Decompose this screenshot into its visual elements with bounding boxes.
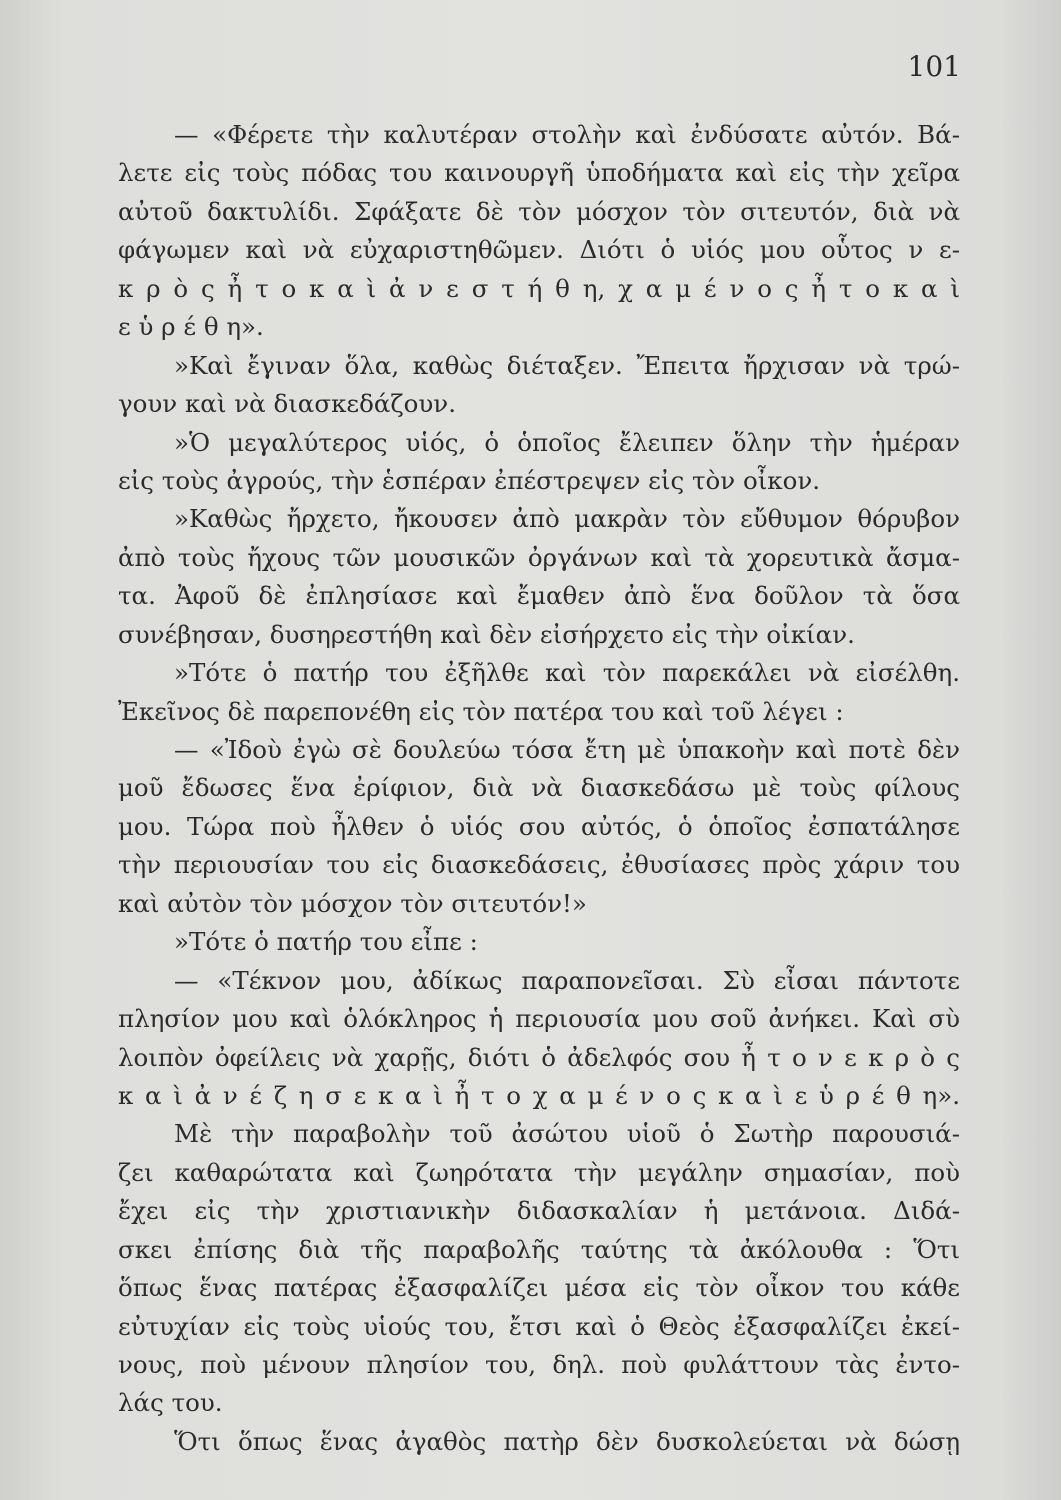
text-line: εἰς τοὺς ἀγρούς, τὴν ἑσπέραν ἐπέστρεψεν εἰς τὸν οἶκον. bbox=[118, 465, 821, 495]
text-line: αὐτοῦ δακτυλίδι. Σφάξατε δὲ τὸν μόσχον τὸν σιτευτόν, διὰ νὰ bbox=[118, 196, 960, 226]
page-number: 101 bbox=[907, 50, 961, 83]
text-line: »Ὁ μεγαλύτερος υἱός, ὁ ὁποῖος ἔλειπεν ὅλην τὴν ἡμέραν bbox=[174, 427, 960, 457]
text-line: »Τότε ὁ πατήρ του εἶπε : bbox=[174, 927, 478, 957]
body-text bbox=[118, 116, 960, 1461]
text-line: »Τότε ὁ πατήρ του ἐξῆλθε καὶ τὸν παρεκάλει νὰ εἰσέλθη. bbox=[174, 658, 960, 688]
text-line: φάγωμεν καὶ νὰ εὐχαριστηθῶμεν. Διότι ὁ υἱός μου οὗτος ν ε- bbox=[118, 235, 960, 265]
text-line: ζει καθαρώτατα καὶ ζωηρότατα τὴν μεγάλην σημασίαν, ποὺ bbox=[118, 1157, 960, 1187]
text-line: — «Τέκνον μου, ἀδίκως παραπονεῖσαι. Σὺ εἶσαι πάντοτε bbox=[174, 965, 960, 995]
text-line: πλησίον μου καὶ ὁλόκληρος ἡ περιουσία μου σοῦ ἀνήκει. Καὶ σὺ bbox=[118, 1004, 960, 1034]
text-line: σκει ἐπίσης διὰ τῆς παραβολῆς ταύτης τὰ ἀκόλουθα : Ὅτι bbox=[118, 1234, 960, 1264]
text-line: ὅπως ἕνας πατέρας ἐξασφαλίζει μέσα εἰς τὸν οἶκον του κάθε bbox=[118, 1273, 960, 1303]
text-line: κ α ὶ ἀ ν έ ζ η σ ε κ α ὶ ἦ τ ο χ α μ έ ν ο ς κ α ὶ ε ὑ ρ έ θ η». bbox=[118, 1080, 960, 1110]
text-line: συνέβησαν, δυσηρεστήθη καὶ δὲν εἰσήρχετο εἰς τὴν οἰκίαν. bbox=[118, 619, 855, 649]
text-line: λάς του. bbox=[118, 1388, 223, 1418]
text-line: κ ρ ὸ ς ἦ τ ο κ α ὶ ἀ ν ε σ τ ή θ η, χ α μ έ ν ο ς ἦ τ ο κ α ὶ bbox=[118, 273, 960, 303]
text-line: καὶ αὐτὸν τὸν μόσχον τὸν σιτευτόν!» bbox=[118, 888, 587, 918]
text-line: ἀπὸ τοὺς ἤχους τῶν μουσικῶν ὀργάνων καὶ τὰ χορευτικὰ ἄσμα- bbox=[118, 542, 960, 572]
text-line: Μὲ τὴν παραβολὴν τοῦ ἀσώτου υἱοῦ ὁ Σωτὴρ παρουσιά- bbox=[174, 1119, 960, 1149]
text-line: τὴν περιουσίαν του εἰς διασκεδάσεις, ἐθυσίασες πρὸς χάριν του bbox=[118, 850, 960, 880]
text-line: »Καθὼς ἤρχετο, ἤκουσεν ἀπὸ μακρὰν τὸν εὔθυμον θόρυβον bbox=[174, 504, 960, 534]
text-line: γουν καὶ νὰ διασκεδάζουν. bbox=[118, 389, 456, 419]
text-line: λετε εἰς τοὺς πόδας του καινουργῆ ὑποδήματα καὶ εἰς τὴν χεῖρα bbox=[118, 158, 960, 188]
text-line: εὐτυχίαν εἰς τοὺς υἱούς του, ἔτσι καὶ ὁ Θεὸς ἐξασφαλίζει ἐκεί- bbox=[118, 1311, 960, 1341]
text-line: νους, ποὺ μένουν πλησίον του, δηλ. ποὺ φυλάττουν τὰς ἐντο- bbox=[118, 1350, 960, 1379]
text-line: Ὅτι ὅπως ἕνας ἀγαθὸς πατὴρ δὲν δυσκολεύεται νὰ δώσῃ bbox=[174, 1426, 960, 1456]
text-line: ε ὑ ρ έ θ η». bbox=[118, 312, 264, 342]
text-line: λοιπὸν ὀφείλεις νὰ χαρῇς, διότι ὁ ἀδελφός σου ἦ τ ο ν ε κ ρ ὸ ς bbox=[118, 1042, 960, 1072]
text-line: μοῦ ἔδωσες ἕνα ἐρίφιον, διὰ νὰ διασκεδάσω μὲ τοὺς φίλους bbox=[118, 773, 960, 803]
text-line: Ἐκεῖνος δὲ παρεπονέθη εἰς τὸν πατέρα του καὶ τοῦ λέγει : bbox=[118, 696, 844, 726]
text-line: ἔχει εἰς τὴν χριστιανικὴν διδασκαλίαν ἡ μετάνοια. Διδά- bbox=[118, 1196, 960, 1226]
text-line: τα. Ἀφοῦ δὲ ἐπλησίασε καὶ ἔμαθεν ἀπὸ ἕνα δοῦλον τὰ ὅσα bbox=[118, 581, 960, 611]
text-line: — «Ἰδοὺ ἐγὼ σὲ δουλεύω τόσα ἔτη μὲ ὑπακοὴν καὶ ποτὲ δὲν bbox=[174, 735, 960, 764]
text-line: — «Φέρετε τὴν καλυτέραν στολὴν καὶ ἐνδύσατε αὐτόν. Βά- bbox=[174, 120, 960, 149]
text-line: »Καὶ ἔγιναν ὅλα, καθὼς διέταξεν. Ἔπειτα ἤρχισαν νὰ τρώ- bbox=[174, 350, 960, 380]
text-line: μου. Τώρα ποὺ ἦλθεν ὁ υἱός σου αὐτός, ὁ ὁποῖος ἐσπατάλησε bbox=[118, 811, 960, 841]
